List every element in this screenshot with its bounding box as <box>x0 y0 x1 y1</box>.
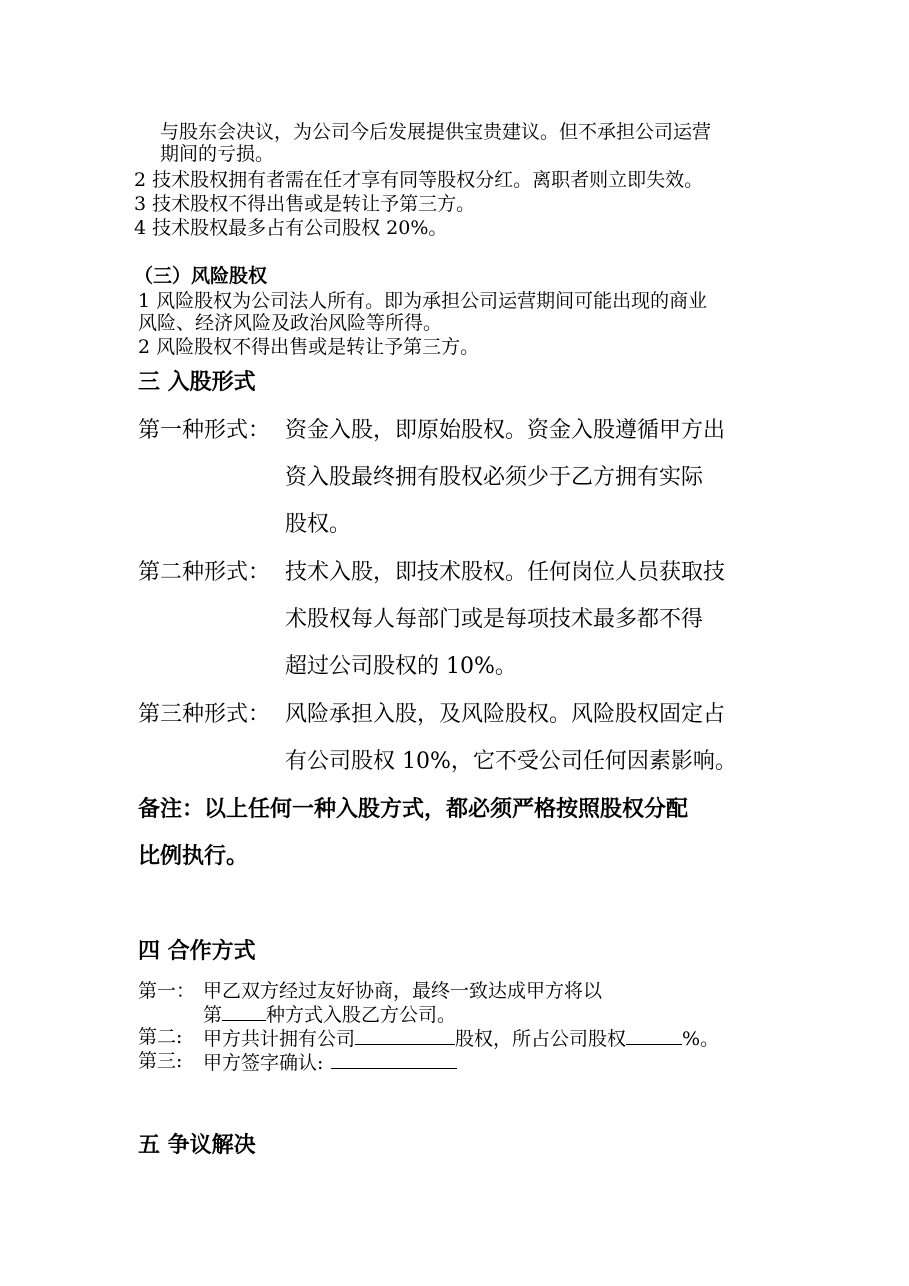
section-4-heading: 四 合作方式 <box>138 939 256 964</box>
coop-first-pre: 第 <box>203 1004 223 1026</box>
coop-third-label: 第三: <box>138 1050 183 1072</box>
coop-first-text: 甲乙双方经过友好协商，最终一致达成甲方将以 <box>203 980 603 1002</box>
share-percent-blank[interactable] <box>626 1026 682 1045</box>
coop-second-pre: 甲方共计拥有公司 <box>203 1028 356 1050</box>
tech-rights-line2: 期间的亏损。 <box>160 143 275 165</box>
tech-rights-item-3: 3 技术股权不得出售或是转让予第三方。 <box>134 193 476 215</box>
risk-rights-title: （三）风险股权 <box>134 265 268 287</box>
risk-rights-item-2: 2 风险股权不得出售或是转让予第三方。 <box>138 336 480 358</box>
risk-rights-item-1-line1: 1 风险股权为公司法人所有。即为承担公司运营期间可能出现的商业 <box>138 290 708 312</box>
form-1-label: 第一种形式： <box>138 418 271 443</box>
form-1-line1: 资金入股，即原始股权。资金入股遵循甲方出 <box>285 418 726 443</box>
section-3-heading: 三 入股形式 <box>138 370 256 395</box>
form-2-label: 第二种形式： <box>138 560 271 585</box>
form-number-blank[interactable] <box>222 1002 266 1021</box>
section-5-heading: 五 争议解决 <box>138 1133 256 1158</box>
coop-second-label: 第二: <box>138 1026 183 1048</box>
coop-second-post: %。 <box>682 1028 720 1050</box>
note-line2: 比例执行。 <box>138 844 249 869</box>
coop-third-line <box>203 1050 457 1074</box>
coop-first-post: 种方式入股乙方公司。 <box>266 1004 457 1026</box>
coop-second-line <box>203 1026 719 1050</box>
coop-first-line2 <box>203 1002 456 1026</box>
note-line1: 备注：以上任何一种入股方式，都必须严格按照股权分配 <box>138 797 689 822</box>
form-3-line2: 有公司股权 10%，它不受公司任何因素影响。 <box>285 749 737 774</box>
form-1-line3: 股权。 <box>285 512 352 537</box>
company-shares-blank[interactable] <box>355 1026 455 1045</box>
signature-blank[interactable] <box>331 1050 457 1069</box>
form-2-line3: 超过公司股权的 10%。 <box>285 654 517 679</box>
coop-second-mid: 股权，所占公司股权 <box>455 1028 627 1050</box>
form-2-line1: 技术入股，即技术股权。任何岗位人员获取技 <box>285 560 726 585</box>
tech-rights-item-2: 2 技术股权拥有者需在任才享有同等股权分红。离职者则立即失效。 <box>134 169 704 191</box>
form-3-line1: 风险承担入股，及风险股权。风险股权固定占 <box>285 702 726 727</box>
tech-rights-line1: 与股东会决议，为公司今后发展提供宝贵建议。但不承担公司运营 <box>160 121 712 143</box>
risk-rights-item-1-line2: 风险、经济风险及政治风险等所得。 <box>138 312 443 334</box>
tech-rights-item-4: 4 技术股权最多占有公司股权 20%。 <box>134 217 448 239</box>
form-1-line2: 资入股最终拥有股权必须少于乙方拥有实际 <box>285 465 704 490</box>
form-3-label: 第三种形式： <box>138 702 271 727</box>
coop-third-text: 甲方签字确认: <box>203 1052 324 1074</box>
form-2-line2: 术股权每人每部门或是每项技术最多都不得 <box>285 607 704 632</box>
coop-first-label: 第一： <box>138 980 196 1002</box>
